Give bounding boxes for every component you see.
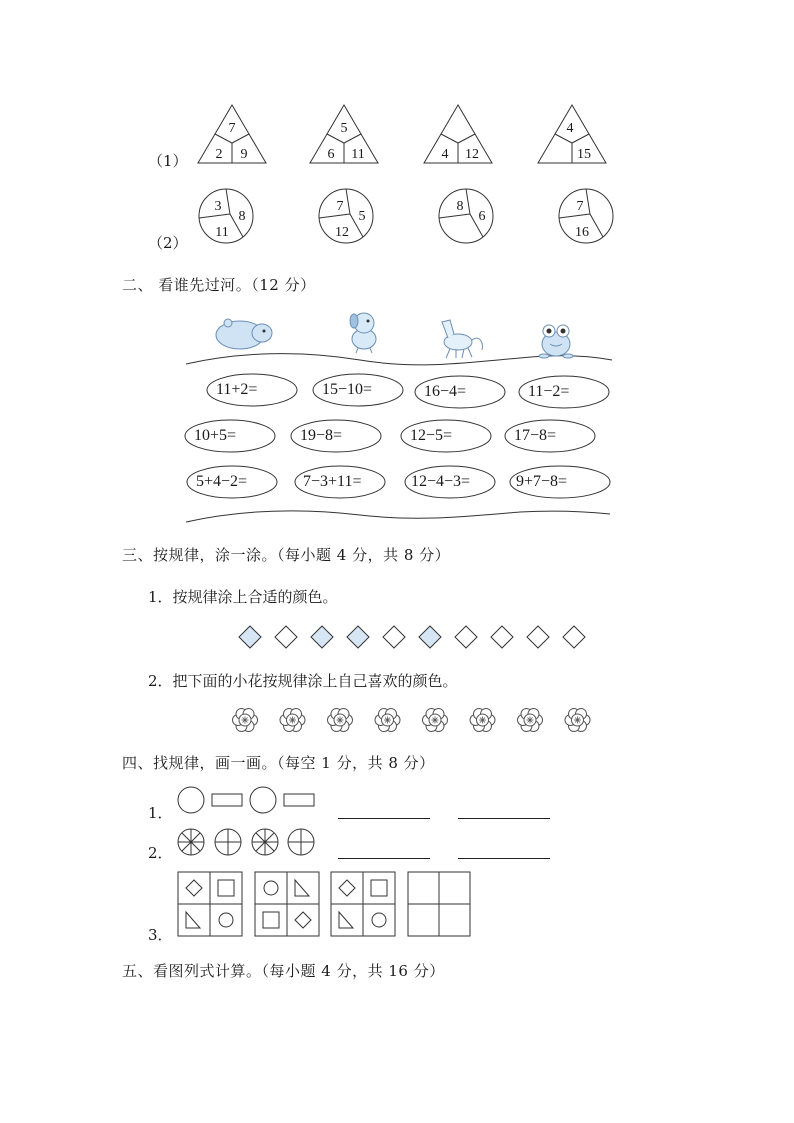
section-4-question-1-label: 1． xyxy=(148,804,173,822)
circle-top-number: 3 xyxy=(214,199,222,214)
diamond-shape[interactable] xyxy=(239,626,261,648)
triangle-right-number: 11 xyxy=(351,147,365,162)
section-3-question-1: 1．按规律涂上合适的颜色。 xyxy=(148,588,338,606)
circle-bottom-number: 12 xyxy=(335,225,349,240)
diamond-shape[interactable] xyxy=(347,626,369,648)
equation[interactable]: 19−8= xyxy=(300,427,343,444)
circle-right-number: 8 xyxy=(238,209,246,224)
circle-figure xyxy=(319,189,373,243)
flower-icon[interactable] xyxy=(328,708,353,731)
diamond-shape[interactable] xyxy=(275,626,297,648)
hippo-icon xyxy=(216,319,272,349)
section-4-title: 四、找规律，画一画。（每空 1 分，共 8 分） xyxy=(122,754,435,772)
triangle-figure xyxy=(198,105,266,163)
equation[interactable]: 10+5= xyxy=(194,427,237,444)
diamond-shape[interactable] xyxy=(527,626,549,648)
circle-top-number: 8 xyxy=(456,199,464,214)
triangle-left-number: 4 xyxy=(441,147,449,162)
circle-figure xyxy=(439,189,493,243)
answer-blank[interactable] xyxy=(458,857,550,859)
flower-icon[interactable] xyxy=(470,708,495,731)
diamond-shape[interactable] xyxy=(311,626,333,648)
dog-icon xyxy=(350,313,376,353)
equation[interactable]: 7−3+11= xyxy=(303,473,362,490)
row-2-label: （2） xyxy=(148,234,188,252)
frog-icon xyxy=(539,325,573,358)
diamond-shape[interactable] xyxy=(563,626,585,648)
row-1-label: （1） xyxy=(148,152,188,170)
equation[interactable]: 12−5= xyxy=(410,427,453,444)
circle-bottom-number: 11 xyxy=(215,225,229,240)
circle-figure xyxy=(559,189,613,243)
triangle-right-number: 15 xyxy=(577,147,591,162)
section-3-title: 三、按规律，涂一涂。（每小题 4 分，共 8 分） xyxy=(122,546,451,564)
triangle-left-number: 2 xyxy=(215,147,223,162)
pattern-row-1 xyxy=(178,787,314,813)
triangle-figure xyxy=(424,105,492,163)
equation[interactable]: 5+4−2= xyxy=(196,473,248,490)
equation[interactable]: 9+7−8= xyxy=(516,473,568,490)
flower-icon[interactable] xyxy=(280,708,305,731)
section-2-title: 二、 看谁先过河。（12 分） xyxy=(122,276,316,294)
triangle-top-number: 5 xyxy=(340,121,348,136)
triangle-figure xyxy=(310,105,378,163)
circle-figure xyxy=(199,189,253,243)
diamond-shape[interactable] xyxy=(491,626,513,648)
triangle-right-number: 9 xyxy=(240,147,248,162)
circle-top-number: 7 xyxy=(576,199,584,214)
section-4-question-3-label: 3． xyxy=(148,926,173,944)
section-4-question-2-label: 2． xyxy=(148,844,173,862)
triangle-figure xyxy=(538,105,606,163)
diamond-shape[interactable] xyxy=(383,626,405,648)
triangle-top-number: 7 xyxy=(228,121,236,136)
rectangle-shape xyxy=(284,794,314,806)
flower-row xyxy=(233,708,591,731)
river-bottom-bank xyxy=(186,511,610,522)
diamond-row xyxy=(239,626,585,648)
equation[interactable]: 11−2= xyxy=(528,383,570,400)
section-3-question-2: 2．把下面的小花按规律涂上自己喜欢的颜色。 xyxy=(148,672,458,690)
flower-icon[interactable] xyxy=(423,708,448,731)
circle-right-number: 6 xyxy=(478,209,486,224)
triangle-top-number: 4 xyxy=(566,121,574,136)
circle-top-number: 7 xyxy=(336,199,344,214)
circle-shape xyxy=(178,787,204,813)
equation[interactable]: 15−10= xyxy=(322,381,373,398)
flower-icon[interactable] xyxy=(565,708,590,731)
answer-blank[interactable] xyxy=(338,817,430,819)
equation[interactable]: 17−8= xyxy=(514,427,557,444)
flower-icon[interactable] xyxy=(375,708,400,731)
answer-blank[interactable] xyxy=(338,857,430,859)
diamond-shape[interactable] xyxy=(455,626,477,648)
equation[interactable]: 11+2= xyxy=(216,381,258,398)
triangle-left-number: 6 xyxy=(327,147,335,162)
circle-bottom-number: 16 xyxy=(575,225,589,240)
horse-icon xyxy=(442,320,483,358)
circle-shape xyxy=(250,787,276,813)
triangle-right-number: 12 xyxy=(465,147,479,162)
circle-right-number: 5 xyxy=(358,209,366,224)
rectangle-shape xyxy=(212,794,242,806)
flower-icon[interactable] xyxy=(518,708,543,731)
pattern-row-3 xyxy=(178,872,470,936)
diamond-shape[interactable] xyxy=(419,626,441,648)
equation[interactable]: 16−4= xyxy=(424,383,467,400)
flower-icon[interactable] xyxy=(233,708,258,731)
pattern-row-2 xyxy=(178,829,314,855)
equation[interactable]: 12−4−3= xyxy=(411,473,471,490)
section-5-title: 五、看图列式计算。（每小题 4 分，共 16 分） xyxy=(122,962,445,980)
answer-blank[interactable] xyxy=(458,817,550,819)
